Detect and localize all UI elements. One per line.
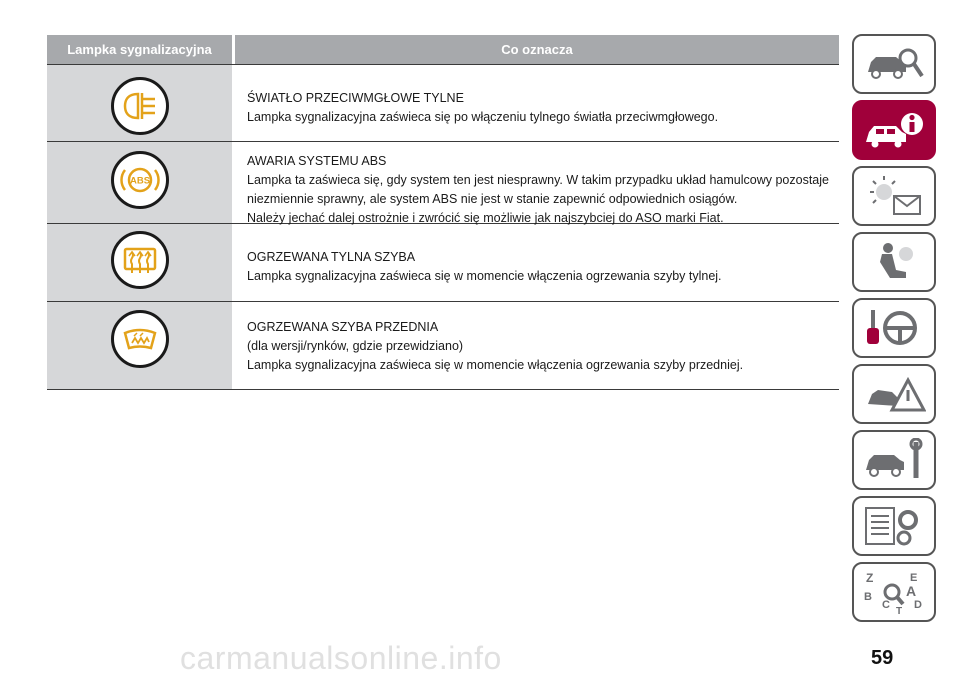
row-text: Lampka sygnalizacyjna zaświeca się w momencie włączenia ogrzewania szyby tylnej. <box>247 269 722 283</box>
car-search-icon <box>862 42 926 86</box>
index-letter: C <box>882 599 890 611</box>
tab-servicing[interactable] <box>852 430 936 490</box>
rear-fog-light-icon <box>111 77 169 135</box>
abs-warning-icon <box>111 151 169 209</box>
table-header <box>47 35 839 64</box>
tab-car-info[interactable] <box>852 100 936 160</box>
page-number: 59 <box>871 647 894 669</box>
car-info-icon <box>862 108 926 152</box>
table-row <box>47 64 839 142</box>
row-text: (dla wersji/rynków, gdzie przewidziano) <box>247 339 464 353</box>
tab-car-search[interactable] <box>852 34 936 94</box>
row-title: OGRZEWANA SZYBA PRZEDNIA <box>247 320 439 334</box>
table-row <box>47 224 839 302</box>
watermark: carmanualsonline.info <box>180 640 502 676</box>
index-letter: A <box>906 583 917 599</box>
index-letter: D <box>914 599 922 611</box>
header-meaning: Co oznacza <box>501 42 573 57</box>
tab-safety[interactable] <box>852 232 936 292</box>
row-text: Należy jechać dalej ostrożnie i zwrócić się możliwie jak najszybciej do ASO marki Fiat. <box>247 211 724 225</box>
row-title: OGRZEWANA TYLNA SZYBA <box>247 250 416 264</box>
tab-starting-driving[interactable] <box>852 298 936 358</box>
index-letter: B <box>864 591 872 603</box>
row-text: Lampka sygnalizacyjna zaświeca się w momencie włączenia ogrzewania szyby przedniej. <box>247 358 744 372</box>
abs-icon-label: ABS <box>129 175 150 187</box>
tab-emergency[interactable] <box>852 364 936 424</box>
tab-technical-data[interactable] <box>852 496 936 556</box>
index-letter: E <box>910 572 918 584</box>
airbag-seat-icon <box>862 240 926 284</box>
row-title: ŚWIATŁO PRZECIWMGŁOWE TYLNE <box>247 91 464 105</box>
index-letter: T <box>896 606 903 614</box>
tab-index[interactable] <box>852 562 936 622</box>
index-letter: Z <box>866 571 874 585</box>
key-steering-wheel-icon <box>862 306 926 350</box>
car-wrench-icon <box>862 438 926 482</box>
table-row <box>47 302 839 390</box>
windscreen-defrost-icon <box>111 310 169 368</box>
warning-light-message-icon <box>862 174 926 218</box>
warning-lights-table <box>47 35 839 390</box>
chapter-tabs <box>852 34 938 628</box>
alphabet-index-search-icon <box>862 570 926 614</box>
rear-window-defrost-icon <box>111 231 169 289</box>
spec-sheet-gears-icon <box>862 504 926 548</box>
table-row <box>47 142 839 224</box>
tab-warning-lights[interactable] <box>852 166 936 226</box>
row-title: AWARIA SYSTEMU ABS <box>247 154 387 168</box>
row-text: Lampka ta zaświeca się, gdy system ten jest niesprawny. W takim przypadku układ hamulcowy pozostaje <box>247 173 829 187</box>
row-text: niezmiennie sprawny, ale system ABS nie jest w stanie zapewnić odpowiednich osiągów. <box>247 192 738 206</box>
car-accident-warning-icon <box>862 372 926 416</box>
header-warning-light: Lampka sygnalizacyjna <box>47 35 235 64</box>
row-text: Lampka sygnalizacyjna zaświeca się po włączeniu tylnego światła przeciwmgłowego. <box>247 110 719 124</box>
